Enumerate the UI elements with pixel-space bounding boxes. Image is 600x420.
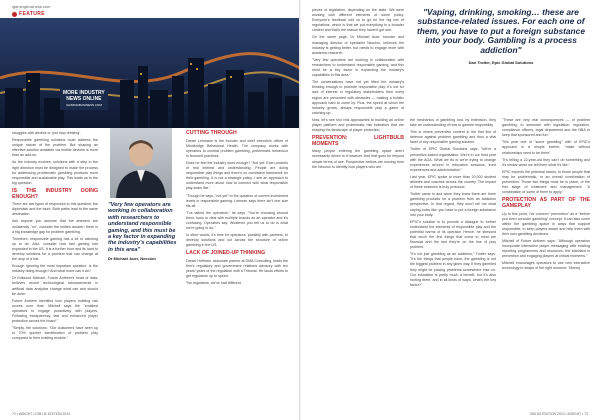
paragraph: Does he feel the industry does enough? "Not yet. Even pockets of real interest and understanding. People are doing responsible play things and there's no consistent framework for their gambling. It is not a strategic policy. I see an approach to understand more about how to connect with what responsible play looks like." xyxy=(186,160,288,191)
paragraph: Daniel Hoffman, associate partner at DMA Consulting, leads the firm's regulatory and government relations advisory with ten years' years of the regulation with a Tribunal. He lauds efforts to get regulators up to speed. xyxy=(186,259,288,279)
paragraph: Mitchell of Future Anthem says: "Although operators incorporate interactive player messaging with existing reporting programmes and resources, the standard is prevention and engaging players at critical moments." xyxy=(502,238,590,259)
subheading: PROTECTION AS PART OF THE GAMEPLAY xyxy=(502,197,590,209)
paragraph: "It's not just gambling as an addiction," Trotter says. "It's the things that people have; the gambling is not the biggest problem in any given way. If they gambled they might be placing problems somewhere else on. Our education is pretty much a benefit, but it's also hurting them, and in all kinds of ways, what's the key factor?" xyxy=(410,252,496,287)
pull-quote-cite: Dan Trotter, Epic Global Solutions xyxy=(468,60,534,66)
paragraph: This year one of "some gambling" with of EPIC's approach is a simple barrier, "make without relationships need to be there". xyxy=(502,140,590,155)
paragraph: Dr Ediwood Michael, Future Anthem's head of data, believes recent technological advancements in artificial data analytics change what can and should be done. xyxy=(12,276,98,296)
right-column-1 xyxy=(312,8,404,172)
hero-illustration xyxy=(0,18,300,128)
left-column-1 xyxy=(12,131,98,343)
paragraph: Up to this point, I've covered "prevention" as a "before you even consider gambling" concept. It can also come within the gambling space in ways that support responsible, to keep players aware and help them with their own gambling decisions. xyxy=(502,211,590,236)
paragraph: Many people entering the gambling space aren't necessarily driven to it however. And that goes for beyond simple terms of use. Prospective bettors are moving from the Neccion to identify how players who are xyxy=(312,149,404,169)
subheading: PREVENTION: LIGHTBULB MOMENTS xyxy=(312,135,404,147)
badge-url: IGAMINGBUSINESS.COM xyxy=(65,103,102,107)
paragraph: Trotter came in and when they knew there are three gambling products for a problem from an addiction perspective. In that regard, they won't tell me what vaping looks like: you have to put a foreign substance into your body. xyxy=(410,192,496,217)
pull-quote-trotter xyxy=(412,8,590,67)
paragraph: "I've talked the operators," he says. "You're choosing around them, tools to deal with multiple brands as an operator and it's confusing. Operators say: Whatever you tell us to do is what we're going to do." xyxy=(186,210,288,231)
city-skyline-icon xyxy=(0,18,300,128)
paragraph: Last year, EPIC spoke to more than 20,000 student athletes and coaches across the country. The impact of these sessions is truly profound. xyxy=(410,174,496,190)
paragraph: Ask anyone you assume that the answers are unilaterally "no", consider the written answer: there is a big knowledge gap for problem gambling. xyxy=(12,219,98,234)
paragraph: Enough ignoring the most important question: is the industry doing enough? And what more can it do? xyxy=(12,264,98,274)
paragraph: Mitchell encourages operators to use new interactive technology to shape of the right moment: "Money xyxy=(502,261,590,271)
paragraph: This is where preventive content in the first line of defence against problem gambling and thus a vital facet of any responsible gaming solution. xyxy=(410,130,496,145)
left-column-3 xyxy=(186,131,288,289)
right-column-3 xyxy=(502,118,590,274)
paragraph: "Very few operators are working in collaboration with researchers to understand responsible gaming, and this must be a key factor in expanding the industry's capabilities in this area." xyxy=(312,57,404,78)
pull-quote-auer xyxy=(108,202,178,263)
section-dot-icon xyxy=(12,12,17,17)
badge-line-1: MORE INDUSTRY xyxy=(63,90,105,96)
pull-quote-text: "Very few operators are working in collaboration with researchers to understand responsible gaming, and this must be a key factor in expanding the industry's capabilities in this area" xyxy=(108,202,177,253)
site-url: igamingbusiness.com xyxy=(12,4,51,9)
pull-quote-cite: Dr Michael Auer, Neccion xyxy=(108,256,156,262)
paragraph: "No regulators, we've had different xyxy=(186,281,241,286)
paragraph: "These are very real consequences — of problem gambling, to someone with legislation, regulation, compliance officers, legal department and the NBA to keep that sponsored and fun." xyxy=(502,118,590,138)
portrait-icon xyxy=(110,128,172,198)
subheading: CUTTING THROUGH xyxy=(186,130,237,136)
section-text: FEATURE xyxy=(19,11,46,17)
pull-quote-text: "Vaping, drinking, smoking… these are substance-related issues. For each one of them, you have to put a foreign substance into your body. Gambling is a process addiction" xyxy=(417,7,585,55)
paragraph: As the industry evolves, solutions with a step in the right direction must be designed to make the process for addressing problematic gambling products more responsible and sustainable play. This leads us to the big question. xyxy=(12,160,98,185)
right-page xyxy=(300,0,600,420)
paragraph: struggles with alcohol or 'just stop drinking'. xyxy=(12,131,81,135)
news-online-badge[interactable] xyxy=(60,88,108,110)
paragraph: Therefore, responsible gaming has a lot of catching up to do. Also, consider how fast gaming has expanded in the US. It is a further hour and its hard to develop solutions for a problem that can change at the drop of a hat. xyxy=(12,236,98,262)
paragraph: In other words, it's time for operators, possibly with partners, to develop solutions and cut across the structure of online gambling in the US. xyxy=(186,233,288,248)
paragraph: pieces of legislation, depending on the state. We were working with different elements of some policy. Everyone's feedback told us to go for the big mix of regulations, which is that we put everything in a broader context and that's the reason they haven't got one. xyxy=(312,8,404,33)
paragraph: EPIC's solution is to provide a dialogue to further understand the elements of responsible play and the potential harms of its operator. Hence, he stressed that much the first things that come to mind are financial and the fact they're on the line of play problem. xyxy=(410,219,496,250)
paragraph: Responsible gambling solutions must address the unique nature of the problem. But shaping an effective solution available via mobile devices is more than an add-on. xyxy=(12,138,98,158)
subheading: LACK OF JOINED-UP THINKING xyxy=(186,250,266,257)
right-column-2 xyxy=(410,118,496,290)
paragraph: "It's telling a 22-year-old they can't do something and it's similar when we tell them what it's like." xyxy=(502,157,590,167)
paragraph: Now, let's see two real approaches to building an online player platform and problematic risk indicators that are shaping the landscape of player protection. xyxy=(312,117,404,133)
paragraph: Daniel Lehmann is the founder and chief executive officer of Mindbridge Behavioral Health. The company works with operators to combat problem gambling, problematic behaviour in licensed practices. xyxy=(186,138,288,158)
page-footer-right: IGB US EDITION 2024 • iNSIGHT • 73 xyxy=(529,412,588,416)
paragraph: the mechanics of gambling and, by extension, they take an understanding of how to gamble responsibly. xyxy=(410,118,496,128)
paragraph: The conversations have not yet lifted the industry's thinking enough to promote responsible play. It's not for lack of interest or regulatory stakeholders from every region are presented with obstacles — making a holistic approach hard to come by. Plus, the speed at which the industry grows, always responsible play a game of catching up. xyxy=(312,80,404,115)
headshot-photo xyxy=(110,128,172,198)
paragraph: EPIC expects the potential harms, to those people that may be problematic, or an overall combination of prevention. Those two things must be in place, of the first stage of treatment and management: "A combination of some of them to apply." xyxy=(502,169,590,195)
paragraph: "Simply, the solutions: "Our customers have seen up to 70% quicker identification of problem play compared to their existing models." xyxy=(12,326,98,341)
section-label xyxy=(12,11,45,17)
subheading: IS THE INDUSTRY DOING ENOUGH? xyxy=(12,187,98,200)
paragraph: There are two types of responses to this question: the diplomatic and the blunt. Both paths lead to the same destination. xyxy=(12,202,98,217)
badge-line-2: NEWS ONLINE xyxy=(66,96,102,102)
paragraph: Future Anthem identifies how players building risk scores over time. Mitchell says the "smallest operators to engage proactively with players. Following transparency, fast and enhanced player protection across the board." xyxy=(12,298,98,324)
paragraph: "Though he says, "not yet" to the question of current investment levels in responsible gaming. Lehman says there isn't one size fits all. xyxy=(186,193,288,208)
paragraph: On the same page, Dr Michael Auer, founder and managing director of specialist Neccion, believes the industry is getting better, but needs to engage more with academic research. xyxy=(312,35,404,55)
page-footer-left: 72 • iNSIGHT • IGB US EDITION 2024 xyxy=(12,412,71,416)
paragraph: Trotter of EPIC Global Solutions says: "We're a preventive-based organisation. We're in our third year with the AGA. What we do is we're trying to change experiences around in education sessions, lived experiences and administration." xyxy=(410,147,496,172)
